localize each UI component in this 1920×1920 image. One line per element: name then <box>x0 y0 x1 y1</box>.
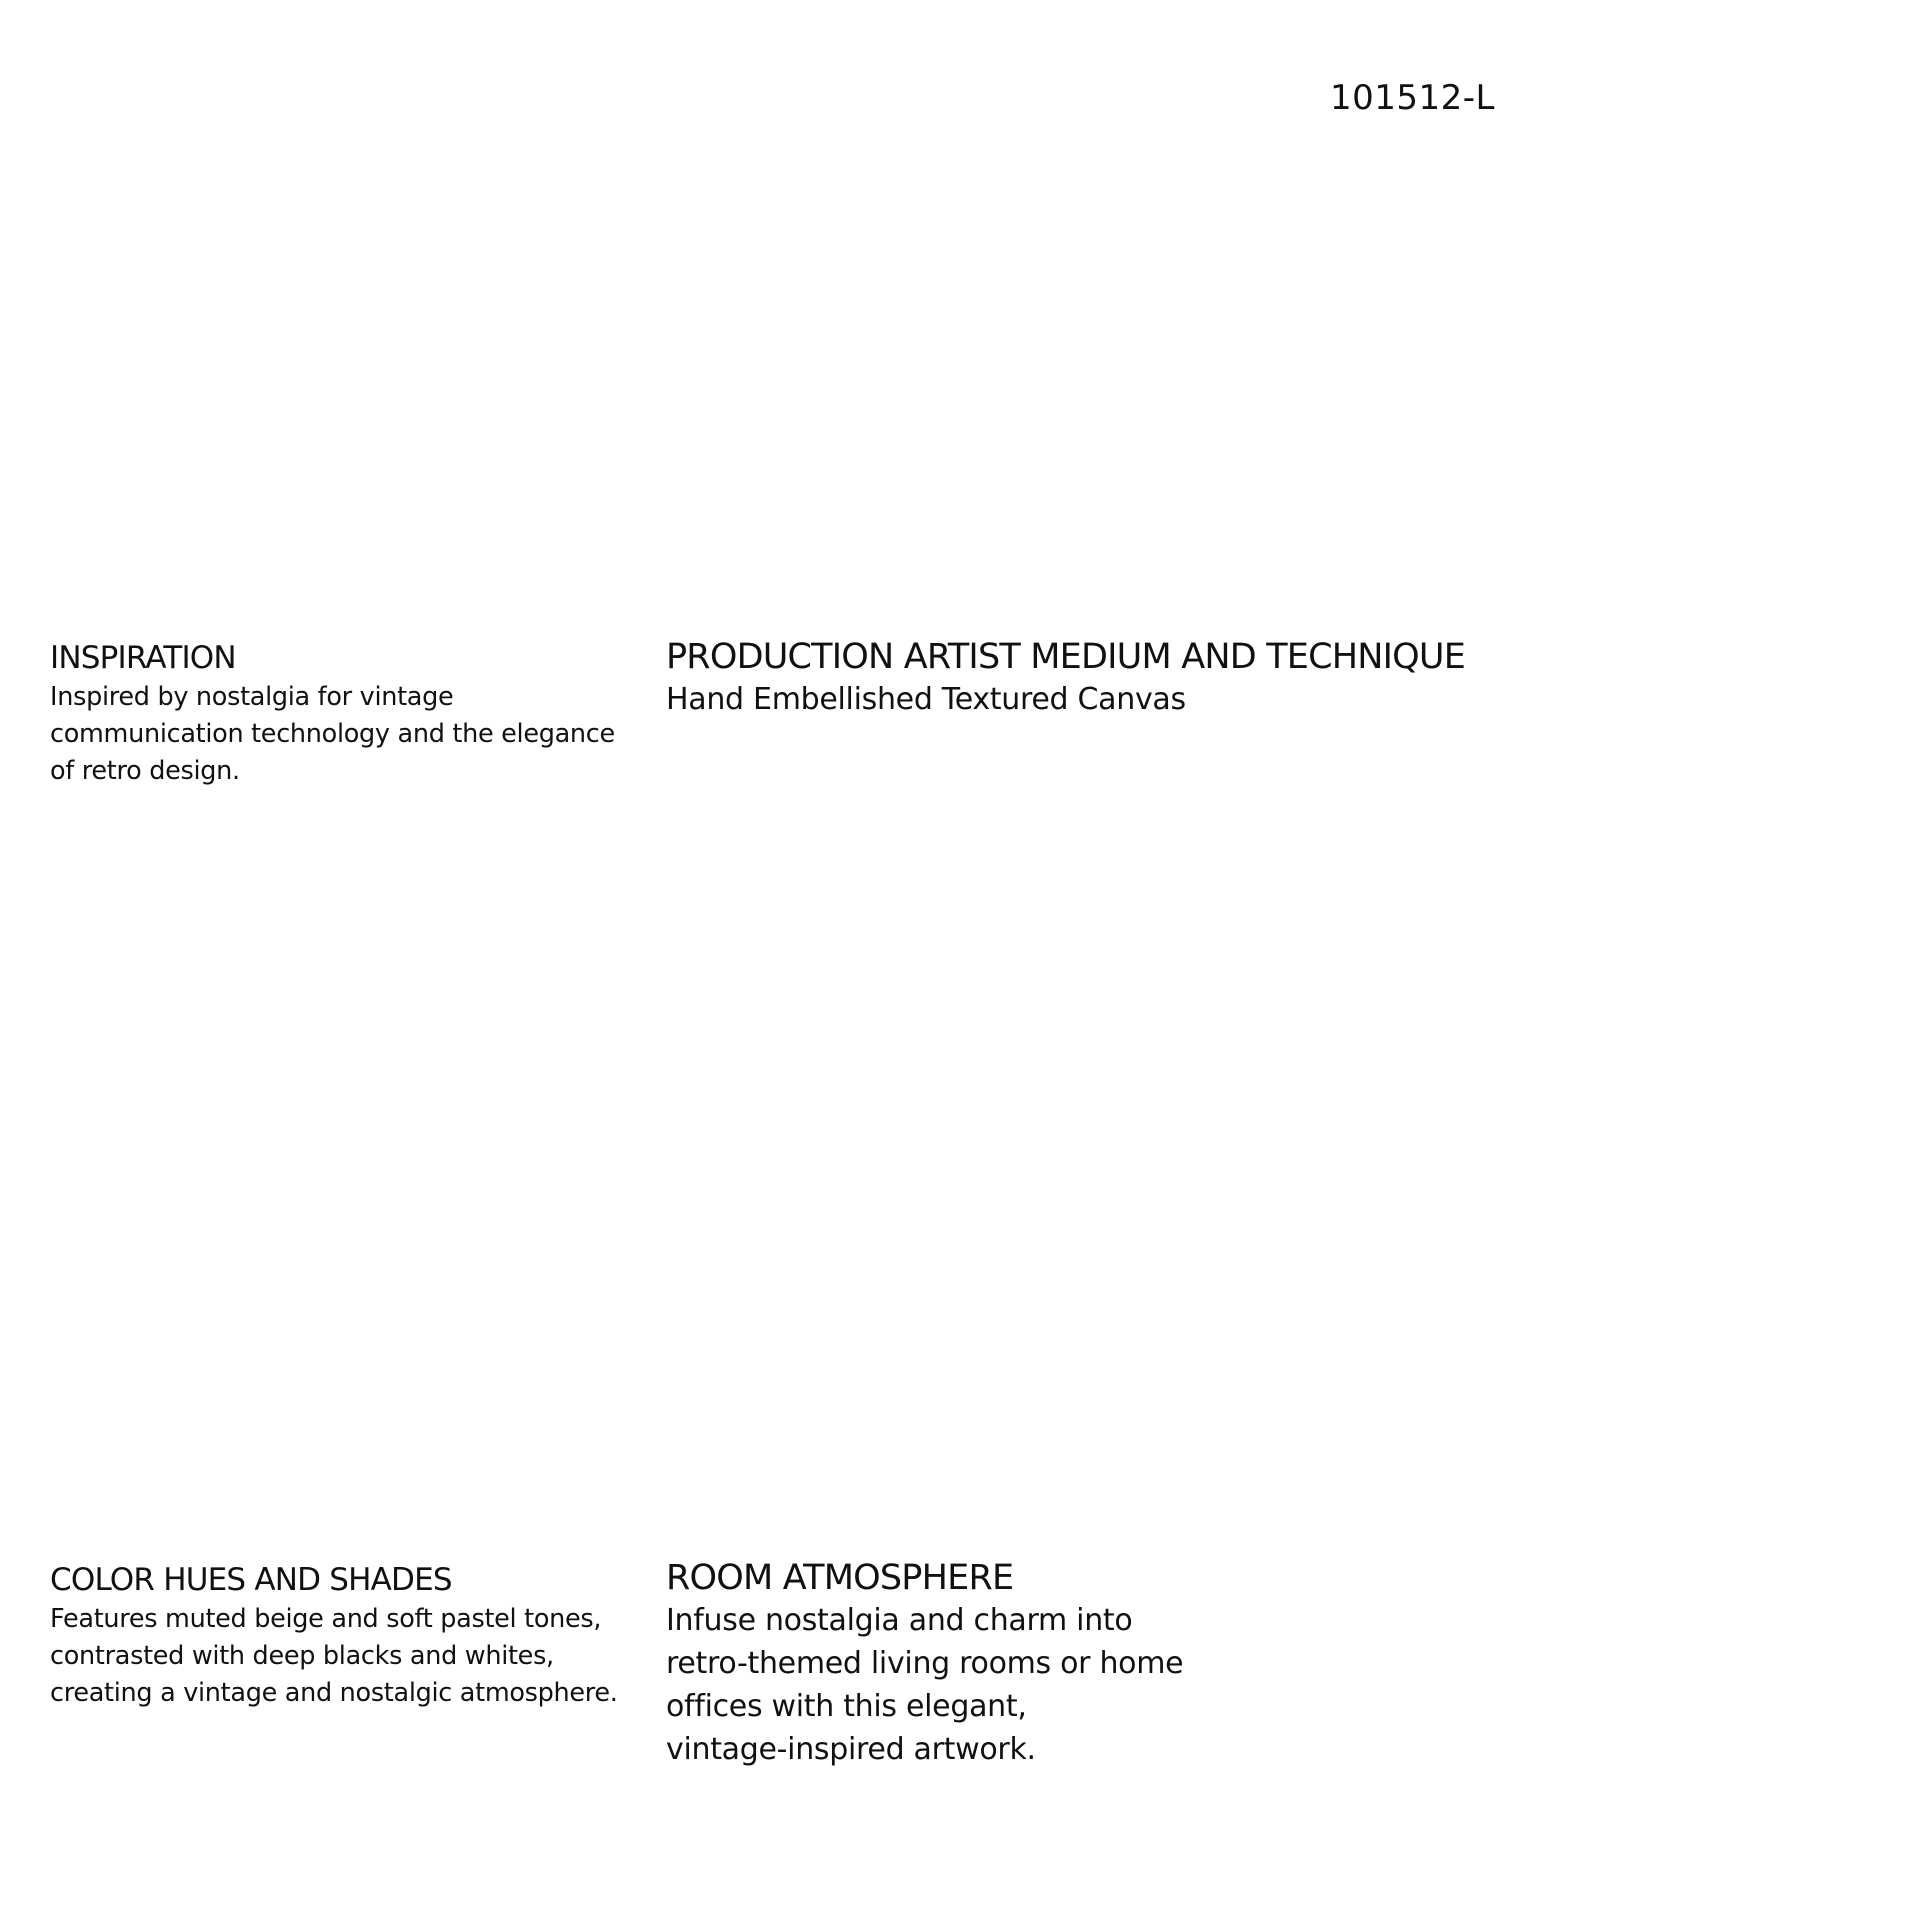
room-line: vintage-inspired artwork. <box>666 1732 1036 1767</box>
color-line: contrasted with deep blacks and whites, <box>50 1641 554 1671</box>
color-heading: COLOR HUES AND SHADES <box>50 1562 452 1598</box>
product-code: 101512-L <box>1330 78 1496 118</box>
room-line: retro-themed living rooms or home <box>666 1646 1184 1681</box>
color-line: Features muted beige and soft pastel tones, <box>50 1604 602 1634</box>
production-text <box>666 678 1486 721</box>
color-line: creating a vintage and nostalgic atmosphere. <box>50 1678 618 1708</box>
room-text <box>666 1599 1286 1771</box>
inspiration-heading: INSPIRATION <box>50 640 236 676</box>
production-heading: PRODUCTION ARTIST MEDIUM AND TECHNIQUE <box>666 637 1466 677</box>
inspiration-line: Inspired by nostalgia for vintage <box>50 682 454 712</box>
production-line: Hand Embellished Textured Canvas <box>666 682 1186 717</box>
inspiration-line: communication technology and the elegance <box>50 719 615 749</box>
inspiration-section <box>50 638 650 790</box>
inspiration-line: of retro design. <box>50 756 240 786</box>
inspiration-text <box>50 679 650 790</box>
color-section <box>50 1560 670 1712</box>
room-line: Infuse nostalgia and charm into <box>666 1603 1133 1638</box>
room-section <box>666 1557 1286 1771</box>
room-heading: ROOM ATMOSPHERE <box>666 1558 1014 1598</box>
room-line: offices with this elegant, <box>666 1689 1027 1724</box>
color-text <box>50 1601 670 1712</box>
production-section <box>666 636 1486 721</box>
